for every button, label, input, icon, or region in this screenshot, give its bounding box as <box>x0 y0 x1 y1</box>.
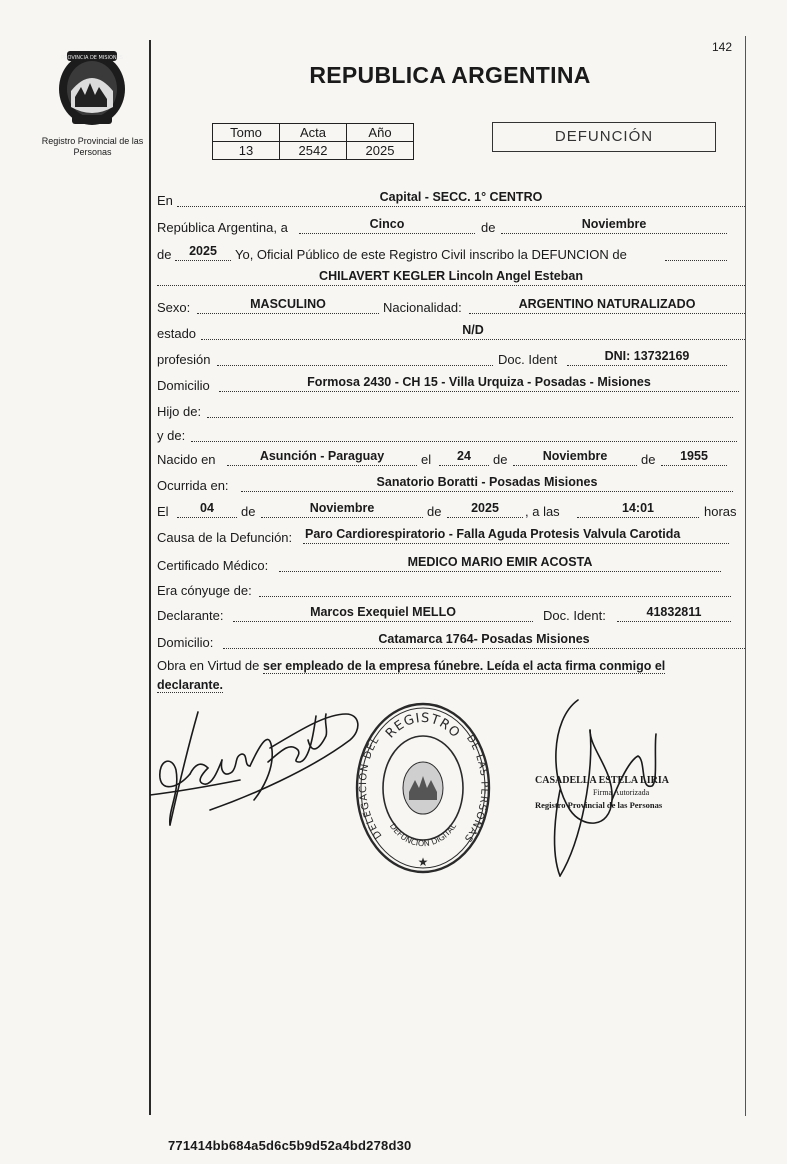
domicilio2-value: Catamarca 1764- Posadas Misiones <box>378 632 590 646</box>
declarante-label: Declarante: <box>157 608 224 623</box>
row-full-name <box>157 269 747 290</box>
row-fecha-inscripcion <box>157 217 747 238</box>
domicilio-label: Domicilio <box>157 378 210 393</box>
document-hash: 771414bb684a5d6c5b9d52a4bd278d30 <box>168 1138 412 1153</box>
estado-label: estado <box>157 326 197 341</box>
left-margin-line <box>149 40 151 1115</box>
day-word: Cinco <box>369 217 405 231</box>
birth-month: Noviembre <box>542 449 608 463</box>
row-y-de <box>157 428 747 446</box>
el-label: el <box>421 452 432 467</box>
certificado-label: Certificado Médico: <box>157 558 269 573</box>
doc-value: DNI: 13732169 <box>604 349 690 363</box>
birth-de1-label: de <box>493 452 508 467</box>
record-type-box: DEFUNCIÓN <box>492 122 716 152</box>
conyuge-label: Era cónyuge de: <box>157 583 252 598</box>
page-number: 142 <box>712 40 733 54</box>
official-seal <box>353 700 493 876</box>
seal-top-text: REGISTRO <box>383 710 463 742</box>
obra-value-1: ser empleado de la empresa fúnebre. Leída el acta firma conmigo el <box>263 659 666 673</box>
sexo-label: Sexo: <box>157 300 191 315</box>
province-logo <box>57 47 127 127</box>
row-obra <box>157 658 665 673</box>
death-month: Noviembre <box>309 501 375 515</box>
alas-label: , a las <box>525 504 560 519</box>
tomo-header: Tomo <box>213 124 280 142</box>
row-oficial <box>157 244 747 265</box>
nacionalidad-value: ARGENTINO NATURALIZADO <box>518 297 696 311</box>
causa-label: Causa de la Defunción: <box>157 530 293 545</box>
row-domicilio-declarante <box>157 632 747 653</box>
declarante-doc-value: 41832811 <box>646 605 702 619</box>
svg-text:★: ★ <box>417 855 429 869</box>
row-conyuge <box>157 583 747 601</box>
death-de2-label: de <box>427 504 442 519</box>
month-word: Noviembre <box>581 217 647 231</box>
official-stamp <box>535 775 705 811</box>
row-profesion <box>157 349 747 370</box>
official-name: CASADELLA ESTELA LIRIA <box>535 775 669 786</box>
declarante-doc-label: Doc. Ident: <box>543 608 606 623</box>
hijo-label: Hijo de: <box>157 404 202 419</box>
obra-value-2: declarante. <box>157 678 224 692</box>
oficial-text: Yo, Oficial Público de este Registro Civil inscribo la DEFUNCION de <box>235 247 627 262</box>
declarante-value: Marcos Exequiel MELLO <box>310 605 456 619</box>
declarant-signature <box>150 700 365 835</box>
acta-header: Acta <box>280 124 347 142</box>
year-value: 2025 <box>189 244 217 258</box>
ocurrida-label: Ocurrida en: <box>157 478 229 493</box>
nacionalidad-label: Nacionalidad: <box>383 300 462 315</box>
domicilio2-label: Domicilio: <box>157 635 214 650</box>
row-estado <box>157 323 747 344</box>
en-label: En <box>157 193 173 208</box>
sexo-value: MASCULINO <box>250 297 326 311</box>
year-de-label: de <box>157 247 172 262</box>
nacido-value: Asunción - Paraguay <box>259 449 385 463</box>
full-name: CHILAVERT KEGLER Lincoln Angel Esteban <box>319 269 583 283</box>
ocurrida-value: Sanatorio Boratti - Posadas Misiones <box>376 475 598 489</box>
page-title: REPUBLICA ARGENTINA <box>309 62 591 88</box>
row-nacido <box>157 449 747 470</box>
birth-day: 24 <box>457 449 471 463</box>
en-value: Capital - SECC. 1° CENTRO <box>379 190 543 204</box>
svg-text:DEFUNCION DIGITAL <box>388 821 458 848</box>
profesion-label: profesión <box>157 352 211 367</box>
logo-text: PROVINCIA DE MISIONES <box>61 55 123 61</box>
estado-value: N/D <box>462 323 484 337</box>
row-certificado <box>157 555 747 576</box>
row-fecha-defuncion <box>157 501 747 522</box>
seal-right-text: DE LAS PERSONAS <box>461 733 490 845</box>
row-sexo <box>157 297 747 318</box>
acta-value: 2542 <box>280 142 347 160</box>
svg-text:DE LAS PERSONAS <box>461 733 489 844</box>
certificado-value: MEDICO MARIO EMIR ACOSTA <box>407 555 593 569</box>
row-obra-2 <box>157 677 223 692</box>
row-en <box>157 190 747 211</box>
svg-text:REGISTRO <box>383 711 463 742</box>
svg-text:DELEGACIÓN DEL <box>356 735 384 841</box>
official-role: Firma Autorizada <box>593 788 650 797</box>
official-org: Registro Provincial de las Personas <box>535 800 663 810</box>
row-causa <box>157 527 747 548</box>
anio-value: 2025 <box>347 142 414 160</box>
death-time: 14:01 <box>622 501 654 515</box>
horas-label: horas <box>704 504 737 519</box>
tomo-value: 13 <box>213 142 280 160</box>
death-year: 2025 <box>471 501 499 515</box>
death-day: 04 <box>200 501 214 515</box>
doc-label: Doc. Ident <box>498 352 558 367</box>
yde-label: y de: <box>157 428 186 443</box>
row-declarante <box>157 605 747 626</box>
obra-label: Obra en Virtud de <box>157 658 260 673</box>
registry-name: Registro Provincial de las Personas <box>41 136 144 157</box>
row-domicilio <box>157 375 747 396</box>
seal-bottom-text: DEFUNCION DIGITAL <box>387 821 459 849</box>
death-de1-label: de <box>241 504 256 519</box>
anio-header: Año <box>347 124 414 142</box>
republica-label: República Argentina, a <box>157 220 288 235</box>
causa-value: Paro Cardiorespiratorio - Falla Aguda Protesis Valvula Carotida <box>305 527 681 541</box>
seal-left-text: DELEGACIÓN DEL <box>357 734 385 841</box>
death-el-label: El <box>157 504 169 519</box>
nacido-label: Nacido en <box>157 452 216 467</box>
row-ocurrida <box>157 475 747 496</box>
register-table <box>212 123 414 160</box>
birth-de2-label: de <box>641 452 656 467</box>
row-hijo <box>157 404 747 422</box>
birth-year: 1955 <box>680 449 708 463</box>
de-label: de <box>481 220 496 235</box>
domicilio-value: Formosa 2430 - CH 15 - Villa Urquiza - Posadas - Misiones <box>307 375 651 389</box>
